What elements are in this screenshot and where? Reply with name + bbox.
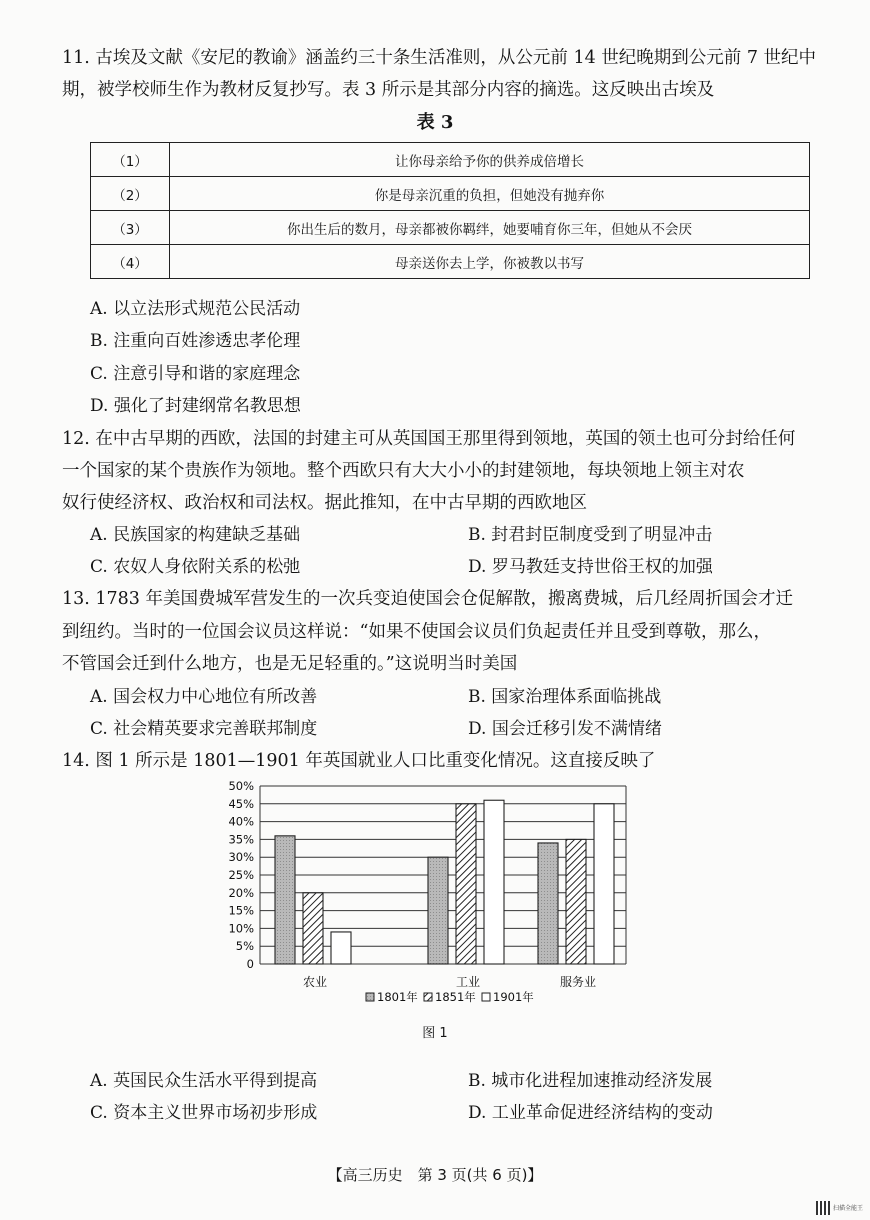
table-title: 表 3 <box>416 112 454 133</box>
excerpt-table <box>90 142 810 279</box>
q13-line-2: 到纽约。当时的一位国会议员这样说：“如果不使国会议员们负起责任并且受到尊敬，那么， <box>62 622 771 642</box>
q14-option-a: A. 英国民众生活水平得到提高 <box>90 1071 318 1091</box>
q11-option-c: C. 注意引导和谐的家庭理念 <box>90 364 301 384</box>
q13-line-3: 不管国会迁到什么地方，也是无足轻重的。”这说明当时美国 <box>62 654 518 674</box>
y-tick-label: 45% <box>228 796 254 811</box>
q12-option-a: A. 民族国家的构建缺乏基础 <box>90 525 301 545</box>
page-footer: 【高三历史 第 3 页(共 6 页)】 <box>327 1166 543 1184</box>
y-tick-label: 40% <box>228 814 254 829</box>
legend-label: 1801年 <box>377 990 418 1004</box>
row-number: （4） <box>91 245 170 279</box>
y-tick-label: 5% <box>235 939 254 954</box>
table-row <box>91 211 810 245</box>
y-tick-label: 30% <box>228 850 254 865</box>
q11-option-a: A. 以立法形式规范公民活动 <box>90 299 301 319</box>
row-number: （3） <box>91 211 170 245</box>
bar-1851年 <box>303 893 323 964</box>
row-text: 你出生后的数月，母亲都被你羁绊，她要哺育你三年，但她从不会厌 <box>170 211 810 245</box>
chart-svg <box>208 774 658 1044</box>
row-text: 你是母亲沉重的负担，但她没有抛弃你 <box>170 177 810 211</box>
row-number: （2） <box>91 177 170 211</box>
q12-option-b: B. 封君封臣制度受到了明显冲击 <box>468 525 713 545</box>
q14-option-c: C. 资本主义世界市场初步形成 <box>90 1103 318 1123</box>
q12-line-2: 一个国家的某个贵族作为领地。整个西欧只有大大小小的封建领地，每块领地上领主对农 <box>62 461 745 481</box>
scanner-watermark: 扫描全能王 <box>833 1205 864 1212</box>
bar-1901年 <box>331 932 351 964</box>
q12-line-3: 奴行使经济权、政治权和司法权。据此推知，在中古早期的西欧地区 <box>62 493 587 513</box>
table-row <box>91 177 810 211</box>
y-tick-label: 10% <box>228 921 254 936</box>
bar-1801年 <box>428 857 448 964</box>
bar-1801年 <box>538 843 558 964</box>
x-tick-label: 服务业 <box>559 975 597 989</box>
row-text: 母亲送你去上学，你被教以书写 <box>170 245 810 279</box>
y-tick-label: 25% <box>228 868 254 882</box>
q12-line-1: 12. 在中古早期的西欧，法国的封建主可从英国国王那里得到领地，英国的领土也可分封给任何 <box>62 429 796 449</box>
q11-line-2: 期，被学校师生作为教材反复抄写。表 3 所示是其部分内容的摘选。这反映出古埃及 <box>62 80 715 100</box>
legend-swatch <box>366 993 374 1001</box>
row-text: 让你母亲给予你的供养成倍增长 <box>170 143 810 177</box>
q12-option-c: C. 农奴人身依附关系的松弛 <box>90 557 301 577</box>
q14-option-b: B. 城市化进程加速推动经济发展 <box>468 1071 713 1091</box>
y-tick-label: 20% <box>228 885 254 900</box>
y-tick-label: 35% <box>228 832 254 847</box>
q13-line-1: 13. 1783 年美国费城军营发生的一次兵变迫使国会仓促解散，搬离费城，后几经周折国会才迁 <box>62 589 793 609</box>
bar-1851年 <box>566 839 586 964</box>
q13-option-d: D. 国会迁移引发不满情绪 <box>468 719 662 739</box>
q13-option-c: C. 社会精英要求完善联邦制度 <box>90 719 318 739</box>
legend-swatch <box>424 993 432 1001</box>
table-row <box>91 143 810 177</box>
y-tick-label: 50% <box>228 779 254 793</box>
q11-line-1: 11. 古埃及文献《安尼的教谕》涵盖约三十条生活准则，从公元前 14 世纪晚期到公元前 7 世纪中 <box>62 48 817 68</box>
figure-caption: 图 1 <box>422 1026 448 1041</box>
q11-option-b: B. 注重向百姓渗透忠孝伦理 <box>90 331 301 351</box>
bar-1901年 <box>484 800 504 964</box>
bar-1801年 <box>275 836 295 964</box>
q11-option-d: D. 强化了封建纲常名教思想 <box>90 396 301 416</box>
q12-option-d: D. 罗马教廷支持世俗王权的加强 <box>468 557 713 577</box>
q13-option-a: A. 国会权力中心地位有所改善 <box>90 687 318 707</box>
legend-label: 1901年 <box>493 990 534 1004</box>
q13-option-b: B. 国家治理体系面临挑战 <box>468 687 662 707</box>
q14-option-d: D. 工业革命促进经济结构的变动 <box>468 1103 713 1123</box>
y-tick-label: 15% <box>228 903 254 918</box>
employment-chart <box>208 774 658 1044</box>
x-tick-label: 农业 <box>302 975 328 989</box>
q14-line-1: 14. 图 1 所示是 1801—1901 年英国就业人口比重变化情况。这直接反映了 <box>62 751 656 771</box>
y-tick-label: 0 <box>246 957 254 971</box>
legend-swatch <box>482 993 490 1001</box>
bar-1901年 <box>594 804 614 964</box>
bar-1851年 <box>456 804 476 964</box>
qr-code-icon <box>816 1201 830 1215</box>
table-row <box>91 245 810 279</box>
legend-label: 1851年 <box>435 990 476 1004</box>
row-number: （1） <box>91 143 170 177</box>
x-tick-label: 工业 <box>455 975 481 989</box>
